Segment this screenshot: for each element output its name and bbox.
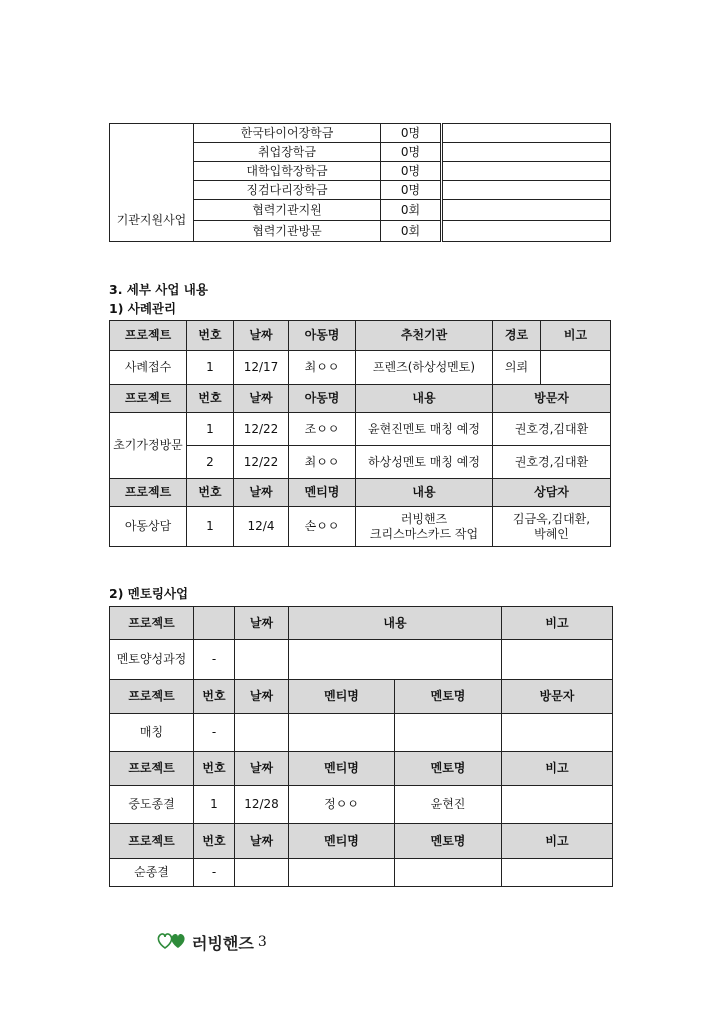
- table-row: [110, 351, 611, 385]
- date-cell: [235, 859, 289, 887]
- header-cell: 날짜: [234, 321, 289, 351]
- number-cell: 1: [187, 413, 234, 446]
- agency-cell: 프렌즈(하상성멘토): [356, 351, 493, 385]
- header-cell: 아동명: [289, 385, 356, 413]
- header-cell: 프로젝트: [110, 680, 194, 714]
- mentoring-table: [109, 606, 613, 887]
- date-cell: 12/4: [234, 507, 289, 547]
- number-cell: 1: [187, 351, 234, 385]
- child-cell: 최ㅇㅇ: [289, 446, 356, 479]
- date-cell: [235, 640, 289, 680]
- group-label: 기관지원사업: [110, 200, 194, 242]
- header-cell: 프로젝트: [110, 479, 187, 507]
- header-cell: 아동명: [289, 321, 356, 351]
- header-cell: 상담자: [493, 479, 611, 507]
- mentor-cell: [395, 859, 502, 887]
- empty-cell: [110, 124, 194, 200]
- content-cell: [289, 640, 502, 680]
- date-cell: 12/22: [234, 413, 289, 446]
- date-cell: [235, 714, 289, 752]
- date-cell: 12/22: [234, 446, 289, 479]
- header-row: [110, 680, 613, 714]
- number-cell: 2: [187, 446, 234, 479]
- header-cell: 비고: [502, 752, 613, 786]
- mentor-cell: [395, 714, 502, 752]
- visitor-cell: [502, 714, 613, 752]
- header-cell: 날짜: [235, 824, 289, 859]
- header-cell: 번호: [187, 479, 234, 507]
- empty-cell: [442, 221, 611, 242]
- count-cell: 0명: [381, 143, 442, 162]
- header-row: [110, 321, 611, 351]
- route-cell: 의뢰: [493, 351, 541, 385]
- child-cell: 조ㅇㅇ: [289, 413, 356, 446]
- header-cell: 번호: [194, 824, 235, 859]
- subsection-heading: 2) 멘토링사업: [109, 586, 189, 601]
- header-cell: 방문자: [493, 385, 611, 413]
- header-cell: 날짜: [234, 479, 289, 507]
- visitor-cell: 권호경,김대환: [493, 446, 611, 479]
- header-cell: 날짜: [235, 752, 289, 786]
- header-cell: 멘티명: [289, 479, 356, 507]
- count-cell: 0회: [381, 200, 442, 221]
- header-cell: 번호: [187, 385, 234, 413]
- note-cell: [502, 640, 613, 680]
- header-cell: 내용: [289, 607, 502, 640]
- count-cell: 0회: [381, 221, 442, 242]
- item-cell: 협력기관지원: [194, 200, 381, 221]
- header-cell: 멘토명: [395, 752, 502, 786]
- note-cell: [502, 859, 613, 887]
- project-cell: 멘토양성과정: [110, 640, 194, 680]
- project-cell: 중도종결: [110, 786, 194, 824]
- subsection-heading: 1) 사례관리: [109, 301, 177, 316]
- content-cell: 하상성멘토 매칭 예정: [356, 446, 493, 479]
- header-cell: 추천기관: [356, 321, 493, 351]
- count-cell: 0명: [381, 181, 442, 200]
- table-row: [110, 124, 611, 143]
- mentee-cell: 손ㅇㅇ: [289, 507, 356, 547]
- counselor-line: 김금옥,김대환,: [512, 511, 591, 526]
- project-cell: 사례접수: [110, 351, 187, 385]
- date-cell: 12/17: [234, 351, 289, 385]
- table-row: [110, 786, 613, 824]
- count-cell: 0명: [381, 124, 442, 143]
- number-cell: -: [194, 640, 235, 680]
- table-row: [110, 714, 613, 752]
- header-cell: 멘티명: [289, 680, 395, 714]
- header-row: [110, 479, 611, 507]
- visitor-cell: 권호경,김대환: [493, 413, 611, 446]
- header-row: [110, 607, 613, 640]
- header-cell: 프로젝트: [110, 385, 187, 413]
- date-cell: 12/28: [235, 786, 289, 824]
- mentee-cell: [289, 714, 395, 752]
- empty-cell: [442, 162, 611, 181]
- counselor-cell: [493, 507, 611, 547]
- table-row: [110, 200, 611, 221]
- project-cell: 초기가정방문: [110, 413, 187, 479]
- header-row: [110, 385, 611, 413]
- page-number: 3: [257, 934, 267, 950]
- item-cell: 취업장학금: [194, 143, 381, 162]
- section-heading: 3. 세부 사업 내용: [109, 282, 208, 297]
- child-cell: 최ㅇㅇ: [289, 351, 356, 385]
- content-line: 러빙핸즈: [400, 511, 448, 526]
- count-cell: 0명: [381, 162, 442, 181]
- item-cell: 징검다리장학금: [194, 181, 381, 200]
- header-cell: 방문자: [502, 680, 613, 714]
- content-cell: 윤현진멘토 매칭 예정: [356, 413, 493, 446]
- support-summary-table: [109, 123, 611, 242]
- case-management-table: [109, 320, 611, 547]
- header-cell: 내용: [356, 479, 493, 507]
- number-cell: -: [194, 714, 235, 752]
- header-cell: 내용: [356, 385, 493, 413]
- header-row: [110, 824, 613, 859]
- content-cell: [356, 507, 493, 547]
- header-cell: 날짜: [234, 385, 289, 413]
- item-cell: 협력기관방문: [194, 221, 381, 242]
- project-cell: 매칭: [110, 714, 194, 752]
- header-row: [110, 752, 613, 786]
- header-cell: 날짜: [235, 607, 289, 640]
- header-cell: 프로젝트: [110, 752, 194, 786]
- header-cell: [194, 607, 235, 640]
- note-cell: [502, 786, 613, 824]
- header-cell: 프로젝트: [110, 824, 194, 859]
- mentee-cell: 정ㅇㅇ: [289, 786, 395, 824]
- empty-cell: [442, 200, 611, 221]
- number-cell: -: [194, 859, 235, 887]
- header-cell: 비고: [502, 824, 613, 859]
- header-cell: 날짜: [235, 680, 289, 714]
- header-cell: 비고: [502, 607, 613, 640]
- table-row: [110, 640, 613, 680]
- mentee-cell: [289, 859, 395, 887]
- empty-cell: [442, 143, 611, 162]
- header-cell: 멘토명: [395, 680, 502, 714]
- project-cell: 순종결: [110, 859, 194, 887]
- header-cell: 경로: [493, 321, 541, 351]
- header-cell: 프로젝트: [110, 321, 187, 351]
- header-cell: 멘티명: [289, 752, 395, 786]
- table-row: [110, 859, 613, 887]
- header-cell: 멘티명: [289, 824, 395, 859]
- page-footer: [156, 930, 267, 954]
- brand-name: 러빙핸즈: [192, 933, 254, 953]
- header-cell: 번호: [187, 321, 234, 351]
- heart-leaf-logo-icon: [156, 930, 188, 954]
- header-cell: 비고: [541, 321, 611, 351]
- project-cell: 아동상담: [110, 507, 187, 547]
- table-row: [110, 507, 611, 547]
- header-cell: 번호: [194, 752, 235, 786]
- item-cell: 한국타이어장학금: [194, 124, 381, 143]
- number-cell: 1: [187, 507, 234, 547]
- header-cell: 멘토명: [395, 824, 502, 859]
- table-row: [110, 413, 611, 446]
- empty-cell: [442, 124, 611, 143]
- number-cell: 1: [194, 786, 235, 824]
- counselor-line: 박혜인: [534, 526, 569, 541]
- item-cell: 대학입학장학금: [194, 162, 381, 181]
- empty-cell: [442, 181, 611, 200]
- header-cell: 프로젝트: [110, 607, 194, 640]
- header-cell: 번호: [194, 680, 235, 714]
- mentor-cell: 윤현진: [395, 786, 502, 824]
- note-cell: [541, 351, 611, 385]
- content-line: 크리스마스카드 작업: [369, 526, 479, 541]
